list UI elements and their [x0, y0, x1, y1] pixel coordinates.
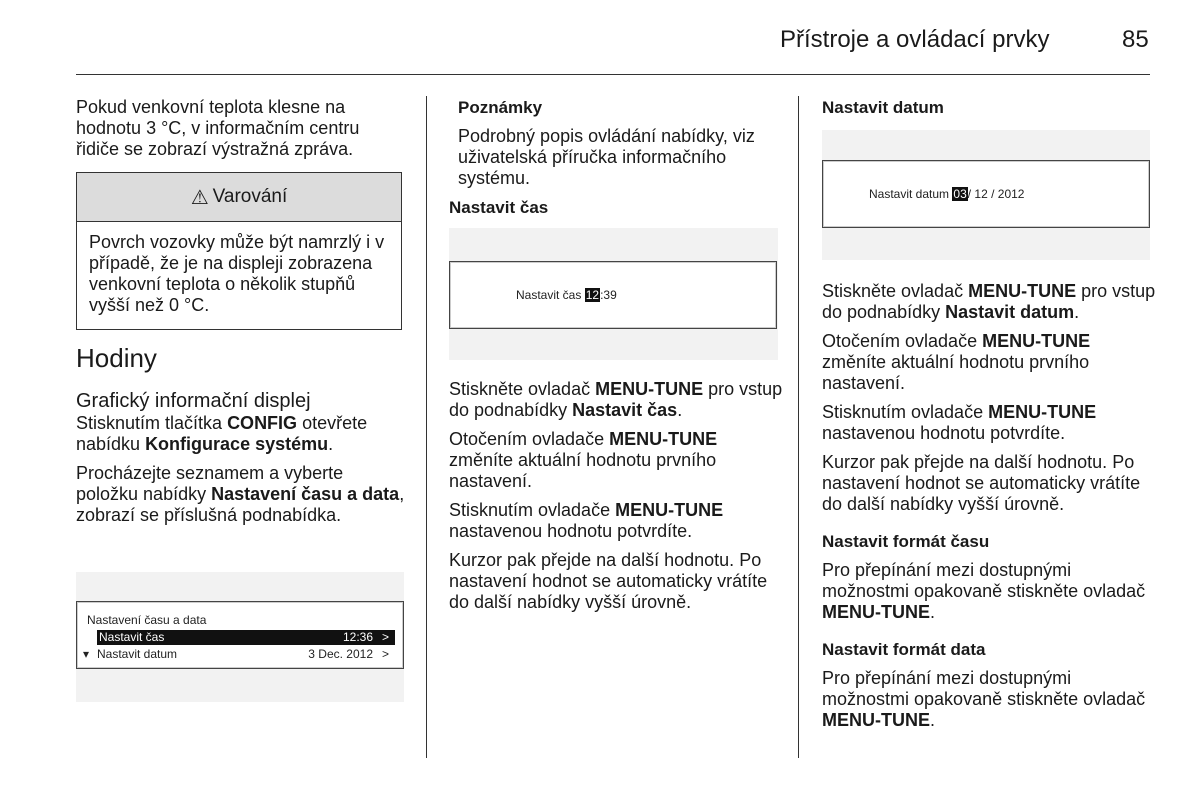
- menu-row-set-time-label: Nastavit čas: [99, 630, 165, 644]
- set-time-screen: [449, 261, 777, 329]
- time-format-paragraph: Pro přepínání mezi dostupnými možnostmi opakovaně stiskněte ovladač MENU-TUNE.: [822, 560, 1146, 622]
- set-time-display: Nastavit čas 12:39: [516, 288, 617, 302]
- time-date-menu-screen: [76, 601, 404, 669]
- set-date-display: Nastavit datum 03/ 12 / 2012: [869, 187, 1025, 201]
- section-title: Hodiny: [76, 343, 157, 373]
- menu-row-set-date-value: 3 Dec. 2012: [308, 647, 373, 661]
- warning-header: [77, 173, 401, 222]
- date-format-paragraph: Pro přepínání mezi dostupnými možnostmi opakovaně stiskněte ovladač MENU-TUNE.: [822, 668, 1146, 730]
- config-paragraph: Stisknutím tlačítka CONFIG otevřete nabídku Konfigurace systému.: [76, 413, 368, 454]
- note-title: Poznámky: [458, 98, 543, 117]
- press-paragraph: Stiskněte ovladač MENU-TUNE pro vstup do podnabídky Nastavit čas.: [449, 379, 783, 420]
- column-divider-2: [798, 96, 799, 758]
- note-text: Podrobný popis ovládání nabídky, viz uživatelská příručka informačního systému.: [458, 126, 755, 188]
- menu-row-set-date-label: Nastavit datum: [97, 647, 178, 661]
- menu-row-set-time[interactable]: [97, 630, 395, 645]
- rotate-paragraph: Otočením ovladače MENU-TUNE změníte aktuální hodnotu prvního nastavení.: [449, 429, 718, 491]
- column-2-note: [458, 97, 778, 197]
- time-format-title: Nastavit formát času: [822, 532, 990, 551]
- day-field: 03: [953, 187, 967, 201]
- cursor-paragraph: Kurzor pak přejde na další hodnotu. Po nastavení hodnot se automaticky vrátíte do další nabídky vyšší úrovně.: [822, 452, 1141, 514]
- cursor-paragraph: Kurzor pak přejde na další hodnotu. Po nastavení hodnot se automaticky vrátíte do další nabídky vyšší úrovně.: [449, 550, 768, 612]
- warning-title: Varování: [212, 186, 288, 207]
- chevron-right-icon: >: [381, 630, 389, 644]
- set-time-heading: Nastavit čas: [449, 198, 549, 217]
- warning-triangle-icon: ⚠: [190, 186, 209, 209]
- rotate-paragraph: Otočením ovladače MENU-TUNE změníte aktuální hodnotu prvního nastavení.: [822, 331, 1091, 393]
- column-1-intro: [76, 97, 406, 168]
- column-2-heading: [449, 197, 769, 226]
- page-header-title: Přístroje a ovládací prvky: [780, 26, 1050, 53]
- screen-menu-title: Nastavení času a data: [87, 613, 207, 627]
- column-2-body: [449, 379, 784, 621]
- hour-field: 12: [585, 288, 600, 302]
- warning-box: [76, 172, 402, 330]
- column-1-body: [76, 343, 406, 534]
- confirm-paragraph: Stisknutím ovladače MENU-TUNE nastavenou hodnotu potvrdíte.: [449, 500, 724, 541]
- set-date-heading: Nastavit datum: [822, 98, 944, 117]
- chevron-right-icon: >: [381, 647, 389, 661]
- column-divider-1: [426, 96, 427, 758]
- page-number: 85: [1122, 26, 1149, 53]
- subsection-title: Grafický informační displej: [76, 390, 311, 412]
- menu-row-set-time-value: 12:36: [342, 630, 373, 644]
- down-arrow-icon: ▾: [83, 647, 90, 661]
- confirm-paragraph: Stisknutím ovladače MENU-TUNE nastavenou hodnotu potvrdíte.: [822, 402, 1097, 443]
- press-paragraph: Stiskněte ovladač MENU-TUNE pro vstup do podnabídky Nastavit datum.: [822, 281, 1156, 322]
- header-divider: [76, 74, 1150, 75]
- set-date-screen: [822, 160, 1150, 228]
- column-3-body: [822, 281, 1157, 739]
- menu-row-set-date[interactable]: [83, 647, 395, 662]
- date-format-title: Nastavit formát data: [822, 640, 986, 659]
- intro-paragraph: Pokud venkovní teplota klesne na hodnotu 3 °C, v informačním centru řidiče se zobrazí výstražná zpráva.: [76, 97, 360, 159]
- select-paragraph: Procházejte seznamem a vyberte položku nabídky Nastavení času a data, zobrazí se příslušná podnabídka.: [76, 463, 405, 525]
- column-3-heading: [822, 97, 1152, 126]
- warning-text: Povrch vozovky může být namrzlý i v případě, že je na displeji zobrazena venkovní teplota o několik stupňů vyšší než 0 °C.: [89, 232, 385, 315]
